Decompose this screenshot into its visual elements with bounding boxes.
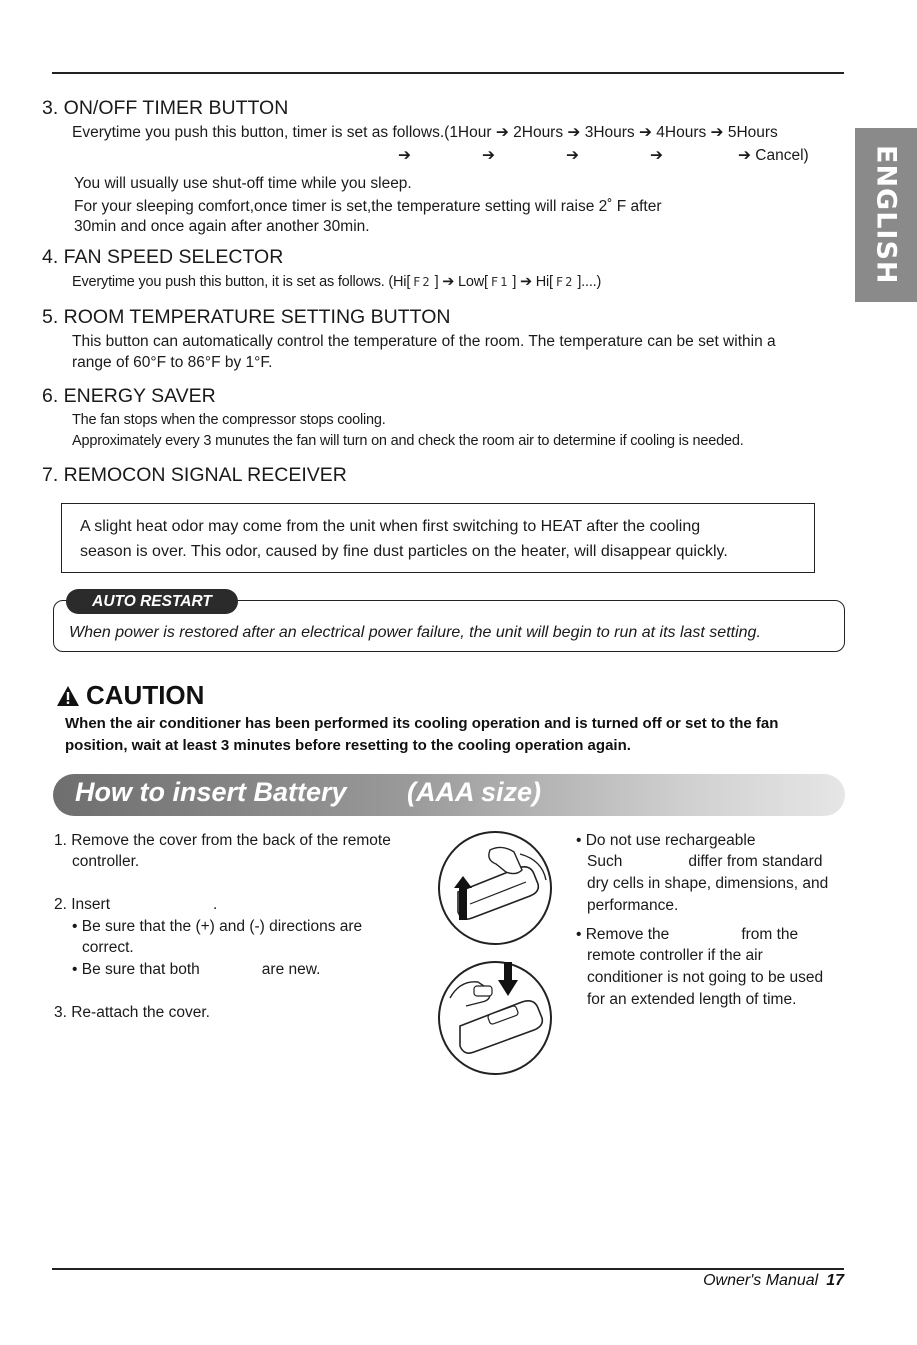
banner-size: (AAA size) xyxy=(407,777,542,807)
note-2-line-1 xyxy=(576,924,798,945)
timer-line-4: For your sleeping comfort,once timer is set,the temperature setting will raise 2˚ F after xyxy=(74,198,662,215)
fan-line xyxy=(72,272,601,293)
fan-text-3: ] ➔ Hi[ xyxy=(512,274,553,290)
page-footer xyxy=(600,1272,844,1290)
step-2-end: . xyxy=(213,896,218,913)
auto-restart-label: AUTO RESTART xyxy=(66,589,238,614)
timer-arrow-row xyxy=(72,145,817,166)
arrow-icon: ➔ xyxy=(650,147,663,164)
fan-text-4: ]....) xyxy=(577,274,602,290)
insert-battery-icon xyxy=(439,962,551,1074)
note-line-2: season is over. This odor, caused by fine dust particles on the heater, will disappear quickly. xyxy=(80,543,728,560)
step-2-line-4 xyxy=(72,959,320,980)
step-3: 3. Re-attach the cover. xyxy=(54,1004,210,1021)
caution-heading xyxy=(56,680,204,711)
heat-odor-note xyxy=(61,503,815,573)
warning-triangle-icon xyxy=(56,685,80,707)
note-2-line-4: for an extended length of time. xyxy=(587,991,797,1008)
step-2-line-1 xyxy=(54,894,217,915)
top-rule xyxy=(52,72,844,74)
note-1-line-1: • Do not use rechargeable xyxy=(576,832,756,849)
language-tab xyxy=(855,128,917,302)
note-2-remove: • Remove the xyxy=(576,926,670,943)
step-2-new: are new. xyxy=(261,961,321,978)
footer-label: Owner's Manual xyxy=(703,1272,819,1289)
note-2-line-2: remote controller if the air xyxy=(587,947,763,964)
caution-line-2: position, wait at least 3 minutes before resetting to the cooling operation again. xyxy=(65,737,631,754)
step-2-line-2: • Be sure that the (+) and (-) directions are xyxy=(72,918,363,935)
arrow-icon: ➔ xyxy=(566,147,579,164)
step-2-text: 2. Insert xyxy=(54,896,110,913)
step-1-line-2: controller. xyxy=(72,853,140,870)
room-line-1: This button can automatically control the temperature of the room. The temperature can be set within a xyxy=(72,333,776,350)
note-1-such: Such xyxy=(587,853,623,870)
timer-cancel: ➔ Cancel) xyxy=(738,147,809,164)
lcd-f1-icon: F1 xyxy=(490,275,510,289)
battery-banner xyxy=(53,774,845,816)
note-2-line-3: conditioner is not going to be used xyxy=(587,969,824,986)
caution-line-1: When the air conditioner has been performed its cooling operation and is turned off or set to the fan xyxy=(65,715,779,732)
energy-line-1: The fan stops when the compressor stops cooling. xyxy=(72,412,386,428)
remocon-section-title: 7. REMOCON SIGNAL RECEIVER xyxy=(42,464,347,486)
note-1-line-4: performance. xyxy=(587,897,679,914)
fan-text-2: ] ➔ Low[ xyxy=(434,274,488,290)
caution-title: CAUTION xyxy=(86,680,205,710)
energy-section-title: 6. ENERGY SAVER xyxy=(42,385,216,407)
timer-line-3: You will usually use shut-off time while you sleep. xyxy=(74,175,412,192)
note-1-line-2 xyxy=(587,851,822,872)
note-1-differ: differ from standard xyxy=(688,853,823,870)
fan-text-1: Everytime you push this button, it is set as follows. (Hi[ xyxy=(72,274,411,290)
room-section-title: 5. ROOM TEMPERATURE SETTING BUTTON xyxy=(42,306,451,328)
note-2-from: from the xyxy=(741,926,799,943)
lcd-f2-icon: F2 xyxy=(555,275,575,289)
remove-cover-icon xyxy=(439,832,551,944)
timer-line-5: 30min and once again after another 30min. xyxy=(74,218,370,235)
battery-insertion-illustration xyxy=(430,830,560,1080)
lcd-f2-icon: F2 xyxy=(413,275,432,289)
banner-title: How to insert Battery xyxy=(75,777,347,807)
caution-text xyxy=(65,713,825,757)
step-1-line-1: 1. Remove the cover from the back of the remote xyxy=(54,832,391,849)
timer-line-1: Everytime you push this button, timer is set as follows.(1Hour ➔ 2Hours ➔ 3Hours ➔ 4Hours ➔ 5Hours xyxy=(72,124,778,141)
step-2-line-3: correct. xyxy=(82,939,134,956)
room-line-2: range of 60°F to 86°F by 1°F. xyxy=(72,354,273,371)
timer-section-title: 3. ON/OFF TIMER BUTTON xyxy=(42,97,289,119)
fan-section-title: 4. FAN SPEED SELECTOR xyxy=(42,246,284,268)
arrow-icon: ➔ xyxy=(482,147,495,164)
arrow-icon: ➔ xyxy=(398,147,411,164)
note-line-1: A slight heat odor may come from the unit when first switching to HEAT after the cooling xyxy=(80,518,701,535)
auto-restart-text: When power is restored after an electrical power failure, the unit will begin to run at its last setting. xyxy=(69,624,761,641)
page-number: 17 xyxy=(826,1272,844,1289)
language-tab-label: ENGLISH xyxy=(870,145,902,285)
bottom-rule xyxy=(52,1268,844,1270)
energy-line-2: Approximately every 3 munutes the fan will turn on and check the room air to determine if cooling is needed. xyxy=(72,433,744,449)
step-2-both: • Be sure that both xyxy=(72,961,200,978)
note-1-line-3: dry cells in shape, dimensions, and xyxy=(587,875,829,892)
